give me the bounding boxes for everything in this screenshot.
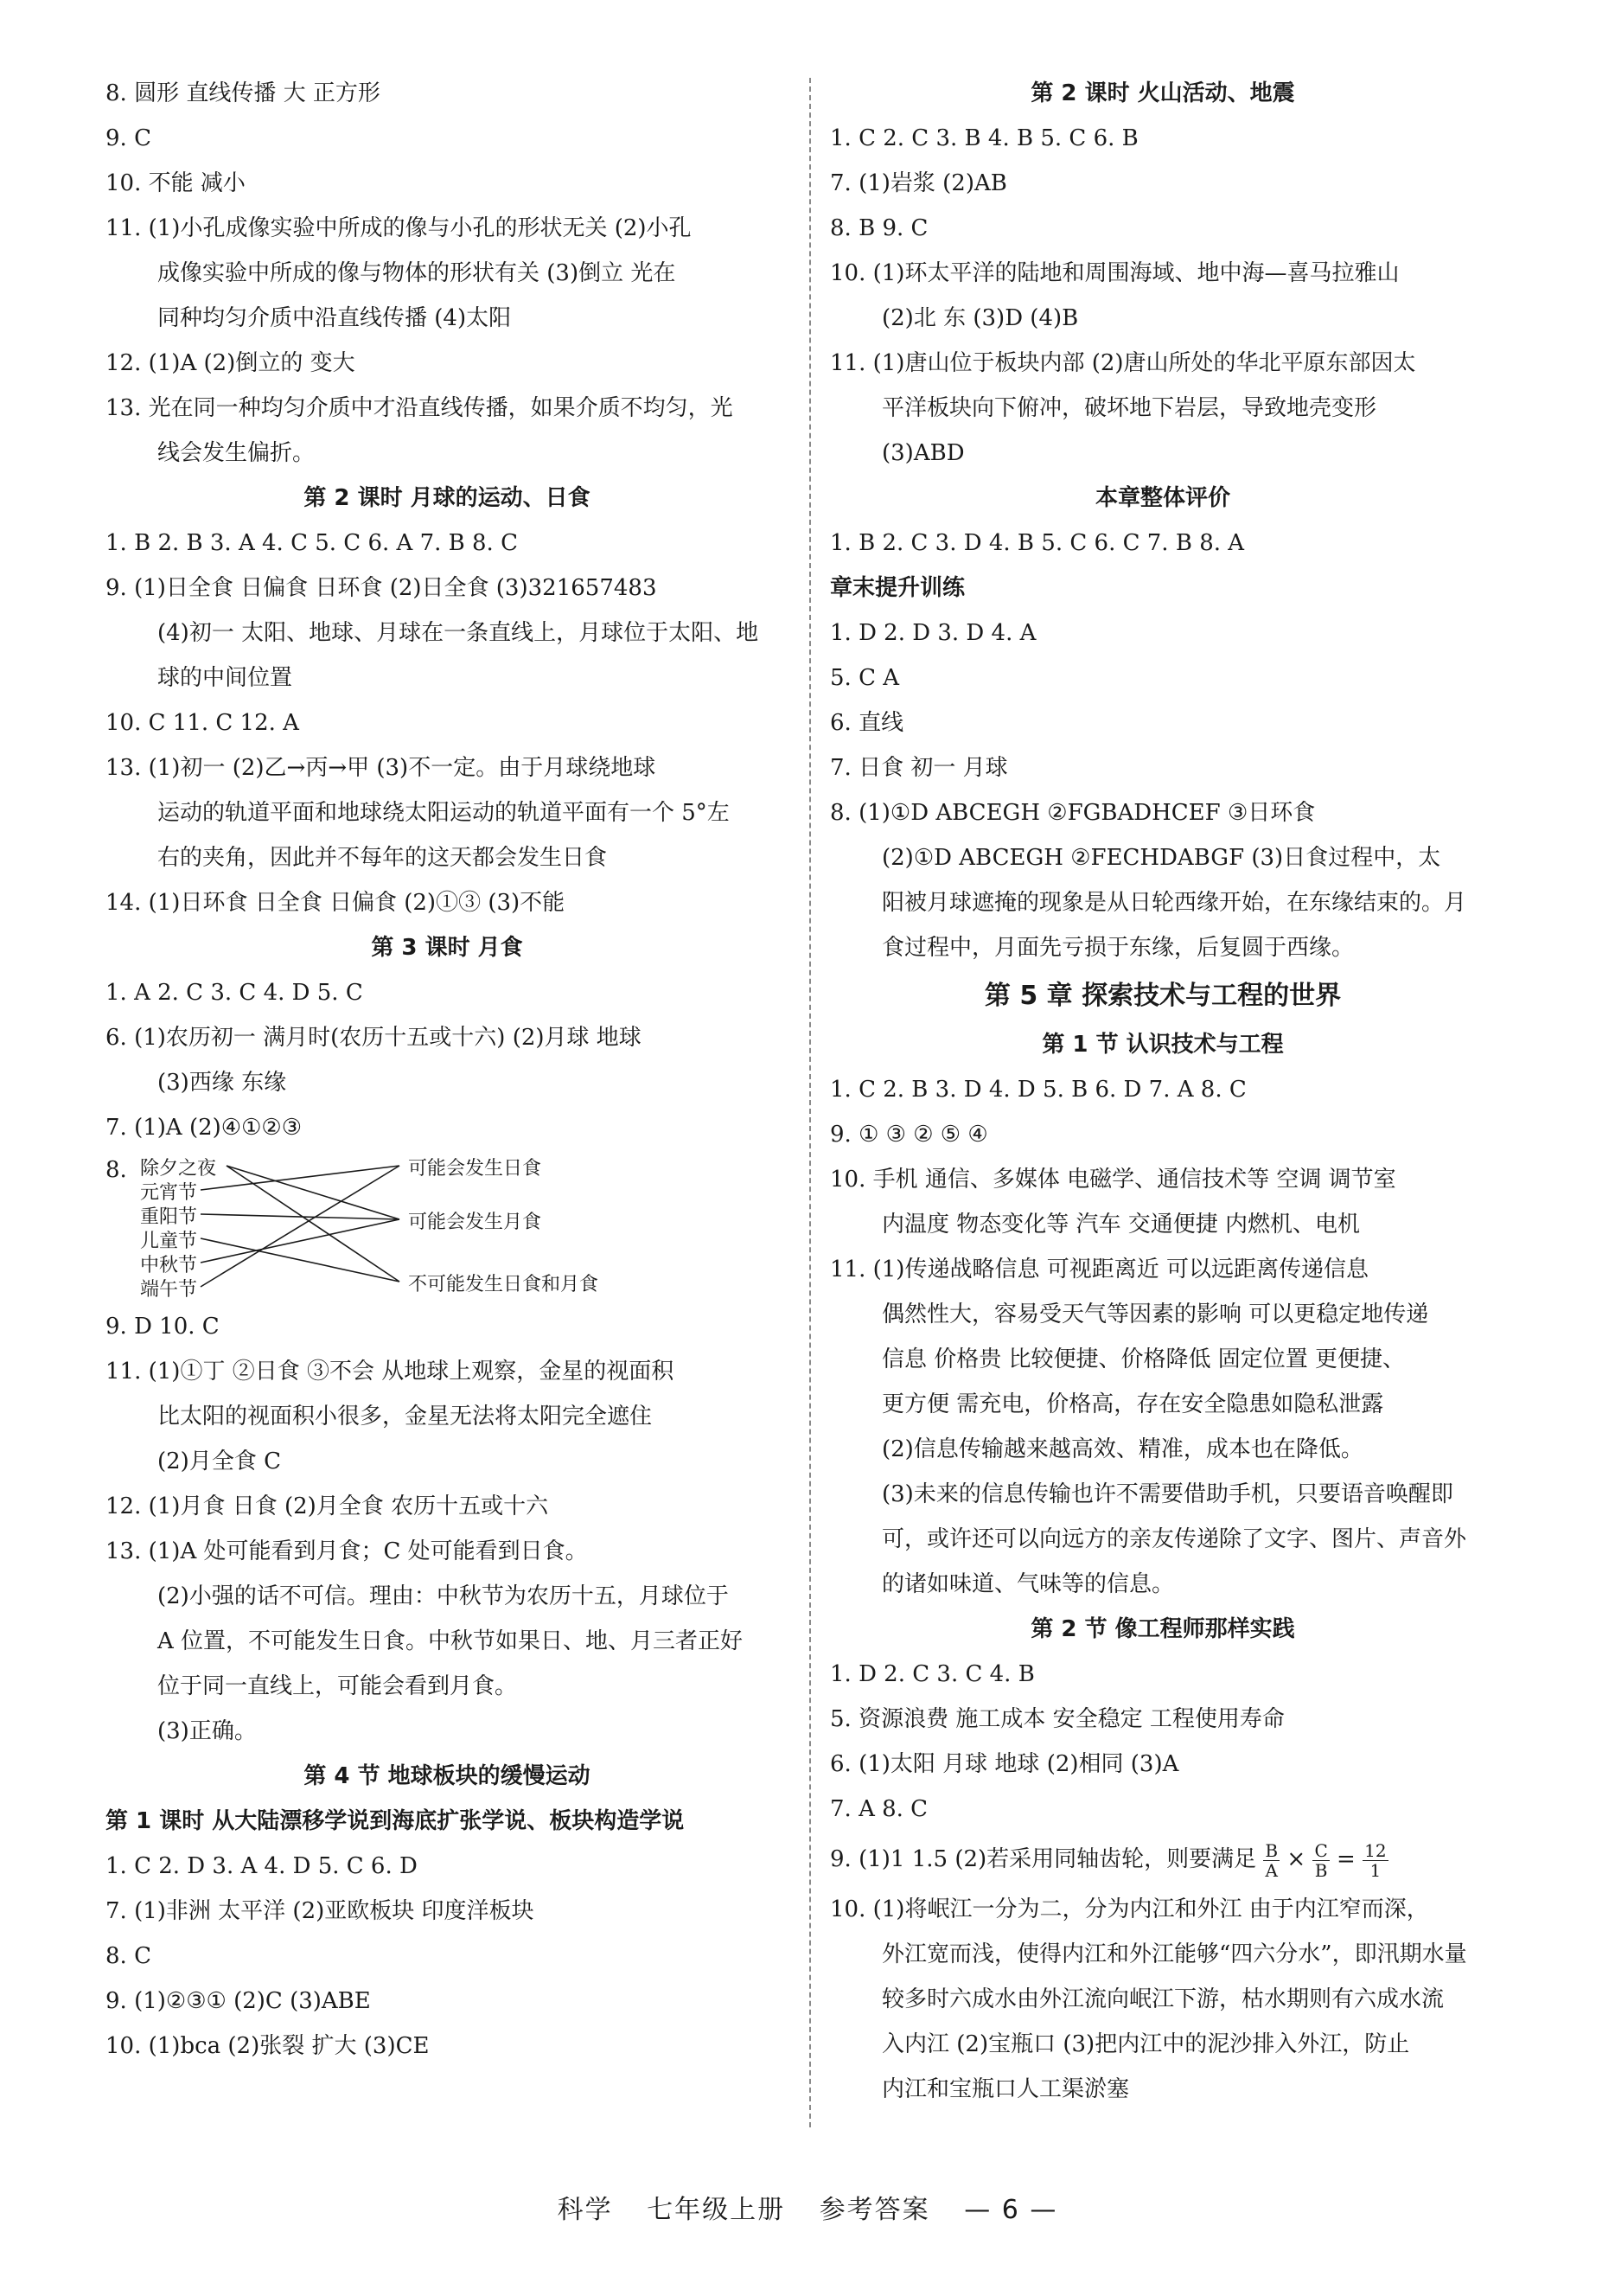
answer-line: (2)信息传输越来越高效、精准，成本也在降低。: [882, 1436, 1363, 1462]
answer-line: (2)北 东 (3)D (4)B: [882, 305, 1079, 331]
section-heading: 第 2 节 像工程师那样实践: [1031, 1616, 1295, 1642]
answer-line: 6. 直线: [830, 710, 904, 736]
outcome-label: 不可能发生日食和月食: [408, 1274, 599, 1295]
answer-line: 1. B 2. B 3. A 4. C 5. C 6. A 7. B 8. C: [105, 530, 518, 556]
answer-line: 12. (1)A (2)倒立的 变大: [105, 350, 355, 376]
answer-line: 9. C: [105, 125, 151, 151]
answer-line: 1. D 2. C 3. C 4. B: [830, 1661, 1035, 1687]
answer-line: 7. (1)非洲 太平洋 (2)亚欧板块 印度洋板块: [105, 1898, 534, 1924]
answer-line: 可，或许还可以向远方的亲友传递除了文字、图片、声音外: [882, 1526, 1467, 1552]
answer-text: 9. (1)1 1.5 (2)若采用同轴齿轮，则要满足: [830, 1846, 1257, 1872]
denominator: B: [1314, 1859, 1328, 1881]
answer-line: 运动的轨道平面和地球绕太阳运动的轨道平面有一个 5°左: [157, 800, 730, 826]
festival-label: 元宵节: [140, 1182, 198, 1204]
answer-line: 1. C 2. C 3. B 4. B 5. C 6. B: [830, 125, 1139, 151]
answer-line: (3)未来的信息传输也许不需要借助手机，只要语音唤醒即: [882, 1481, 1453, 1507]
festival-label: 儿童节: [140, 1231, 198, 1252]
answer-line: A 位置，不可能发生日食。中秋节如果日、地、月三者正好: [157, 1628, 744, 1654]
question-number: 8.: [105, 1157, 127, 1183]
section-heading: 章末提升训练: [830, 575, 966, 601]
festival-label: 端午节: [140, 1279, 198, 1301]
answer-line: 信息 价格贵 比较便捷、价格降低 固定位置 更便捷、: [882, 1346, 1406, 1372]
answer-line: 球的中间位置: [157, 665, 293, 691]
fraction: [1312, 1841, 1329, 1880]
section-heading: 第 4 节 地球板块的缓慢运动: [303, 1763, 590, 1789]
answer-line: 5. 资源浪费 施工成本 安全稳定 工程使用寿命: [830, 1706, 1285, 1732]
right-column: [830, 71, 1496, 2112]
answer-line: (2)月全食 C: [157, 1449, 281, 1474]
section-heading: 本章整体评价: [1095, 485, 1230, 511]
denominator: 1: [1369, 1859, 1382, 1881]
answer-line: 阳被月球遮掩的现象是从日轮西缘开始，在东缘结束的。月: [882, 890, 1467, 916]
answer-line: 10. (1)环太平洋的陆地和周围海域、地中海—喜马拉雅山: [830, 260, 1400, 286]
answer-line: 位于同一直线上，可能会看到月食。: [157, 1673, 518, 1699]
answer-line: 的诸如味道、气味等的信息。: [882, 1571, 1175, 1597]
page-number: — 6 —: [964, 2195, 1058, 2225]
answer-line: 更方便 需充电，价格高，存在安全隐患如隐私泄露: [882, 1391, 1384, 1417]
outcome-label: 可能会发生日食: [408, 1158, 542, 1180]
footer-label: 参考答案: [819, 2195, 930, 2225]
denominator: A: [1265, 1859, 1278, 1881]
answer-line-with-fraction: [830, 1832, 1496, 1887]
answer-line: 同种均匀介质中沿直线传播 (4)太阳: [157, 305, 512, 331]
numerator: B: [1265, 1839, 1279, 1861]
answer-line: (3)ABD: [882, 440, 965, 466]
answer-line: 10. 手机 通信、多媒体 电磁学、通信技术等 空调 调节室: [830, 1167, 1396, 1193]
answer-line: (3)西缘 东缘: [157, 1070, 287, 1096]
answer-line: 较多时六成水由外江流向岷江下游，枯水期则有六成水流: [882, 1986, 1445, 2012]
answer-line: 内温度 物态变化等 汽车 交通便捷 内燃机、电机: [882, 1212, 1361, 1238]
answer-line: 8. (1)①D ABCEGH ②FGBADHCEF ③日环食: [830, 800, 1316, 826]
section-heading: 第 2 课时 月球的运动、日食: [303, 485, 590, 511]
answer-line: 11. (1)唐山位于板块内部 (2)唐山所处的华北平原东部因太: [830, 350, 1416, 376]
answer-line: 内江和宝瓶口人工渠淤塞: [882, 2076, 1130, 2102]
festival-label: 中秋节: [140, 1255, 198, 1276]
times-sign: ×: [1286, 1846, 1306, 1872]
answer-line: 5. C A: [830, 665, 900, 691]
outcome-label: 可能会发生月食: [408, 1212, 542, 1233]
festival-label: 除夕之夜: [140, 1158, 217, 1180]
fraction: [1363, 1841, 1388, 1880]
answer-line: 1. D 2. D 3. D 4. A: [830, 620, 1037, 646]
answer-line: 14. (1)日环食 日全食 日偏食 (2)①③ (3)不能: [105, 890, 565, 916]
answer-line: 9. (1)日全食 日偏食 日环食 (2)日全食 (3)321657483: [105, 575, 657, 601]
answer-line: 1. C 2. B 3. D 4. D 5. B 6. D 7. A 8. C: [830, 1077, 1247, 1103]
answer-line: 食过程中，月面先亏损于东缘，后复圆于西缘。: [882, 935, 1355, 961]
answer-line: 偶然性大，容易受天气等因素的影响 可以更稳定地传递: [882, 1301, 1429, 1327]
answer-line: 比太阳的视面积小很多，金星无法将太阳完全遮住: [157, 1404, 653, 1429]
equals-sign: =: [1337, 1846, 1356, 1872]
left-column: [105, 71, 788, 2069]
answer-line: 线会发生偏折。: [157, 440, 316, 466]
section-heading: 第 1 节 认识技术与工程: [1042, 1032, 1284, 1058]
fraction: [1263, 1841, 1280, 1880]
footer-subject: 科学: [557, 2195, 613, 2225]
answer-line: 13. 光在同一种均匀介质中才沿直线传播，如果介质不均匀，光: [105, 395, 733, 421]
answer-line: 右的夹角，因此并不每年的这天都会发生日食: [157, 845, 608, 871]
answer-line: 8. C: [105, 1943, 151, 1969]
festival-matching-diagram: [105, 1150, 788, 1304]
answer-line: 7. 日食 初一 月球: [830, 755, 1008, 781]
answer-line: (4)初一 太阳、地球、月球在一条直线上，月球位于太阳、地: [157, 620, 759, 646]
chapter-heading: 第 5 章 探索技术与工程的世界: [984, 981, 1342, 1011]
answer-line: 6. (1)太阳 月球 地球 (2)相同 (3)A: [830, 1751, 1179, 1777]
answer-line: 6. (1)农历初一 满月时(农历十五或十六) (2)月球 地球: [105, 1025, 642, 1051]
festival-label: 重阳节: [140, 1206, 198, 1228]
answer-line: 平洋板块向下俯冲，破坏地下岩层，导致地壳变形: [882, 395, 1377, 421]
answer-line: 8. B 9. C: [830, 215, 929, 241]
answer-line: (2)小强的话不可信。理由：中秋节为农历十五，月球位于: [157, 1583, 729, 1609]
answer-line: 7. (1)岩浆 (2)AB: [830, 170, 1007, 196]
answer-line: 10. 不能 减小: [105, 170, 246, 196]
answer-line: (3)正确。: [157, 1718, 257, 1744]
answer-line: 成像实验中所成的像与物体的形状有关 (3)倒立 光在: [157, 260, 676, 286]
answer-line: 入内江 (2)宝瓶口 (3)把内江中的泥沙排入外江，防止: [882, 2031, 1410, 2057]
column-divider: [809, 78, 811, 2127]
answer-line: 11. (1)①丁 ②日食 ③不会 从地球上观察，金星的视面积: [105, 1359, 674, 1385]
answer-line: 9. (1)②③① (2)C (3)ABE: [105, 1988, 371, 2014]
answer-line: 13. (1)初一 (2)乙→丙→甲 (3)不一定。由于月球绕地球: [105, 755, 656, 781]
answer-line: 13. (1)A 处可能看到月食；C 处可能看到日食。: [105, 1538, 588, 1564]
section-heading: 第 3 课时 月食: [371, 935, 523, 961]
answer-line: 7. A 8. C: [830, 1796, 929, 1822]
answer-line: 11. (1)传递战略信息 可视距离近 可以远距离传递信息: [830, 1257, 1369, 1282]
section-heading: 第 2 课时 火山活动、地震: [1031, 80, 1295, 106]
answer-line: 10. (1)将岷江一分为二，分为内江和外江 由于内江窄而深，: [830, 1896, 1429, 1922]
answer-line: 7. (1)A (2)④①②③: [105, 1115, 303, 1141]
page-footer: [0, 2188, 1615, 2226]
answer-line: 1. A 2. C 3. C 4. D 5. C: [105, 980, 363, 1006]
answer-line: 12. (1)月食 日食 (2)月全食 农历十五或十六: [105, 1493, 549, 1519]
answer-line: 9. D 10. C: [105, 1314, 220, 1340]
answer-line: 9. ① ③ ② ⑤ ④: [830, 1122, 988, 1148]
answer-line: 10. C 11. C 12. A: [105, 710, 299, 736]
numerator: 12: [1364, 1839, 1387, 1861]
answer-line: 1. B 2. C 3. D 4. B 5. C 6. C 7. B 8. A: [830, 530, 1245, 556]
subsection-heading: 第 1 课时 从大陆漂移学说到海底扩张学说、板块构造学说: [105, 1808, 685, 1834]
answer-line: 1. C 2. D 3. A 4. D 5. C 6. D: [105, 1853, 418, 1879]
answer-line: (2)①D ABCEGH ②FECHDABGF (3)日食过程中，太: [882, 845, 1441, 871]
footer-grade: 七年级上册: [647, 2195, 786, 2225]
answer-line: 11. (1)小孔成像实验中所成的像与小孔的形状无关 (2)小孔: [105, 215, 692, 241]
answer-line: 外江宽而浅，使得内江和外江能够“四六分水”，即汛期水量: [882, 1941, 1467, 1967]
numerator: C: [1314, 1839, 1328, 1861]
answer-line: 8. 圆形 直线传播 大 正方形: [105, 80, 380, 106]
answer-line: 10. (1)bca (2)张裂 扩大 (3)CE: [105, 2033, 430, 2059]
